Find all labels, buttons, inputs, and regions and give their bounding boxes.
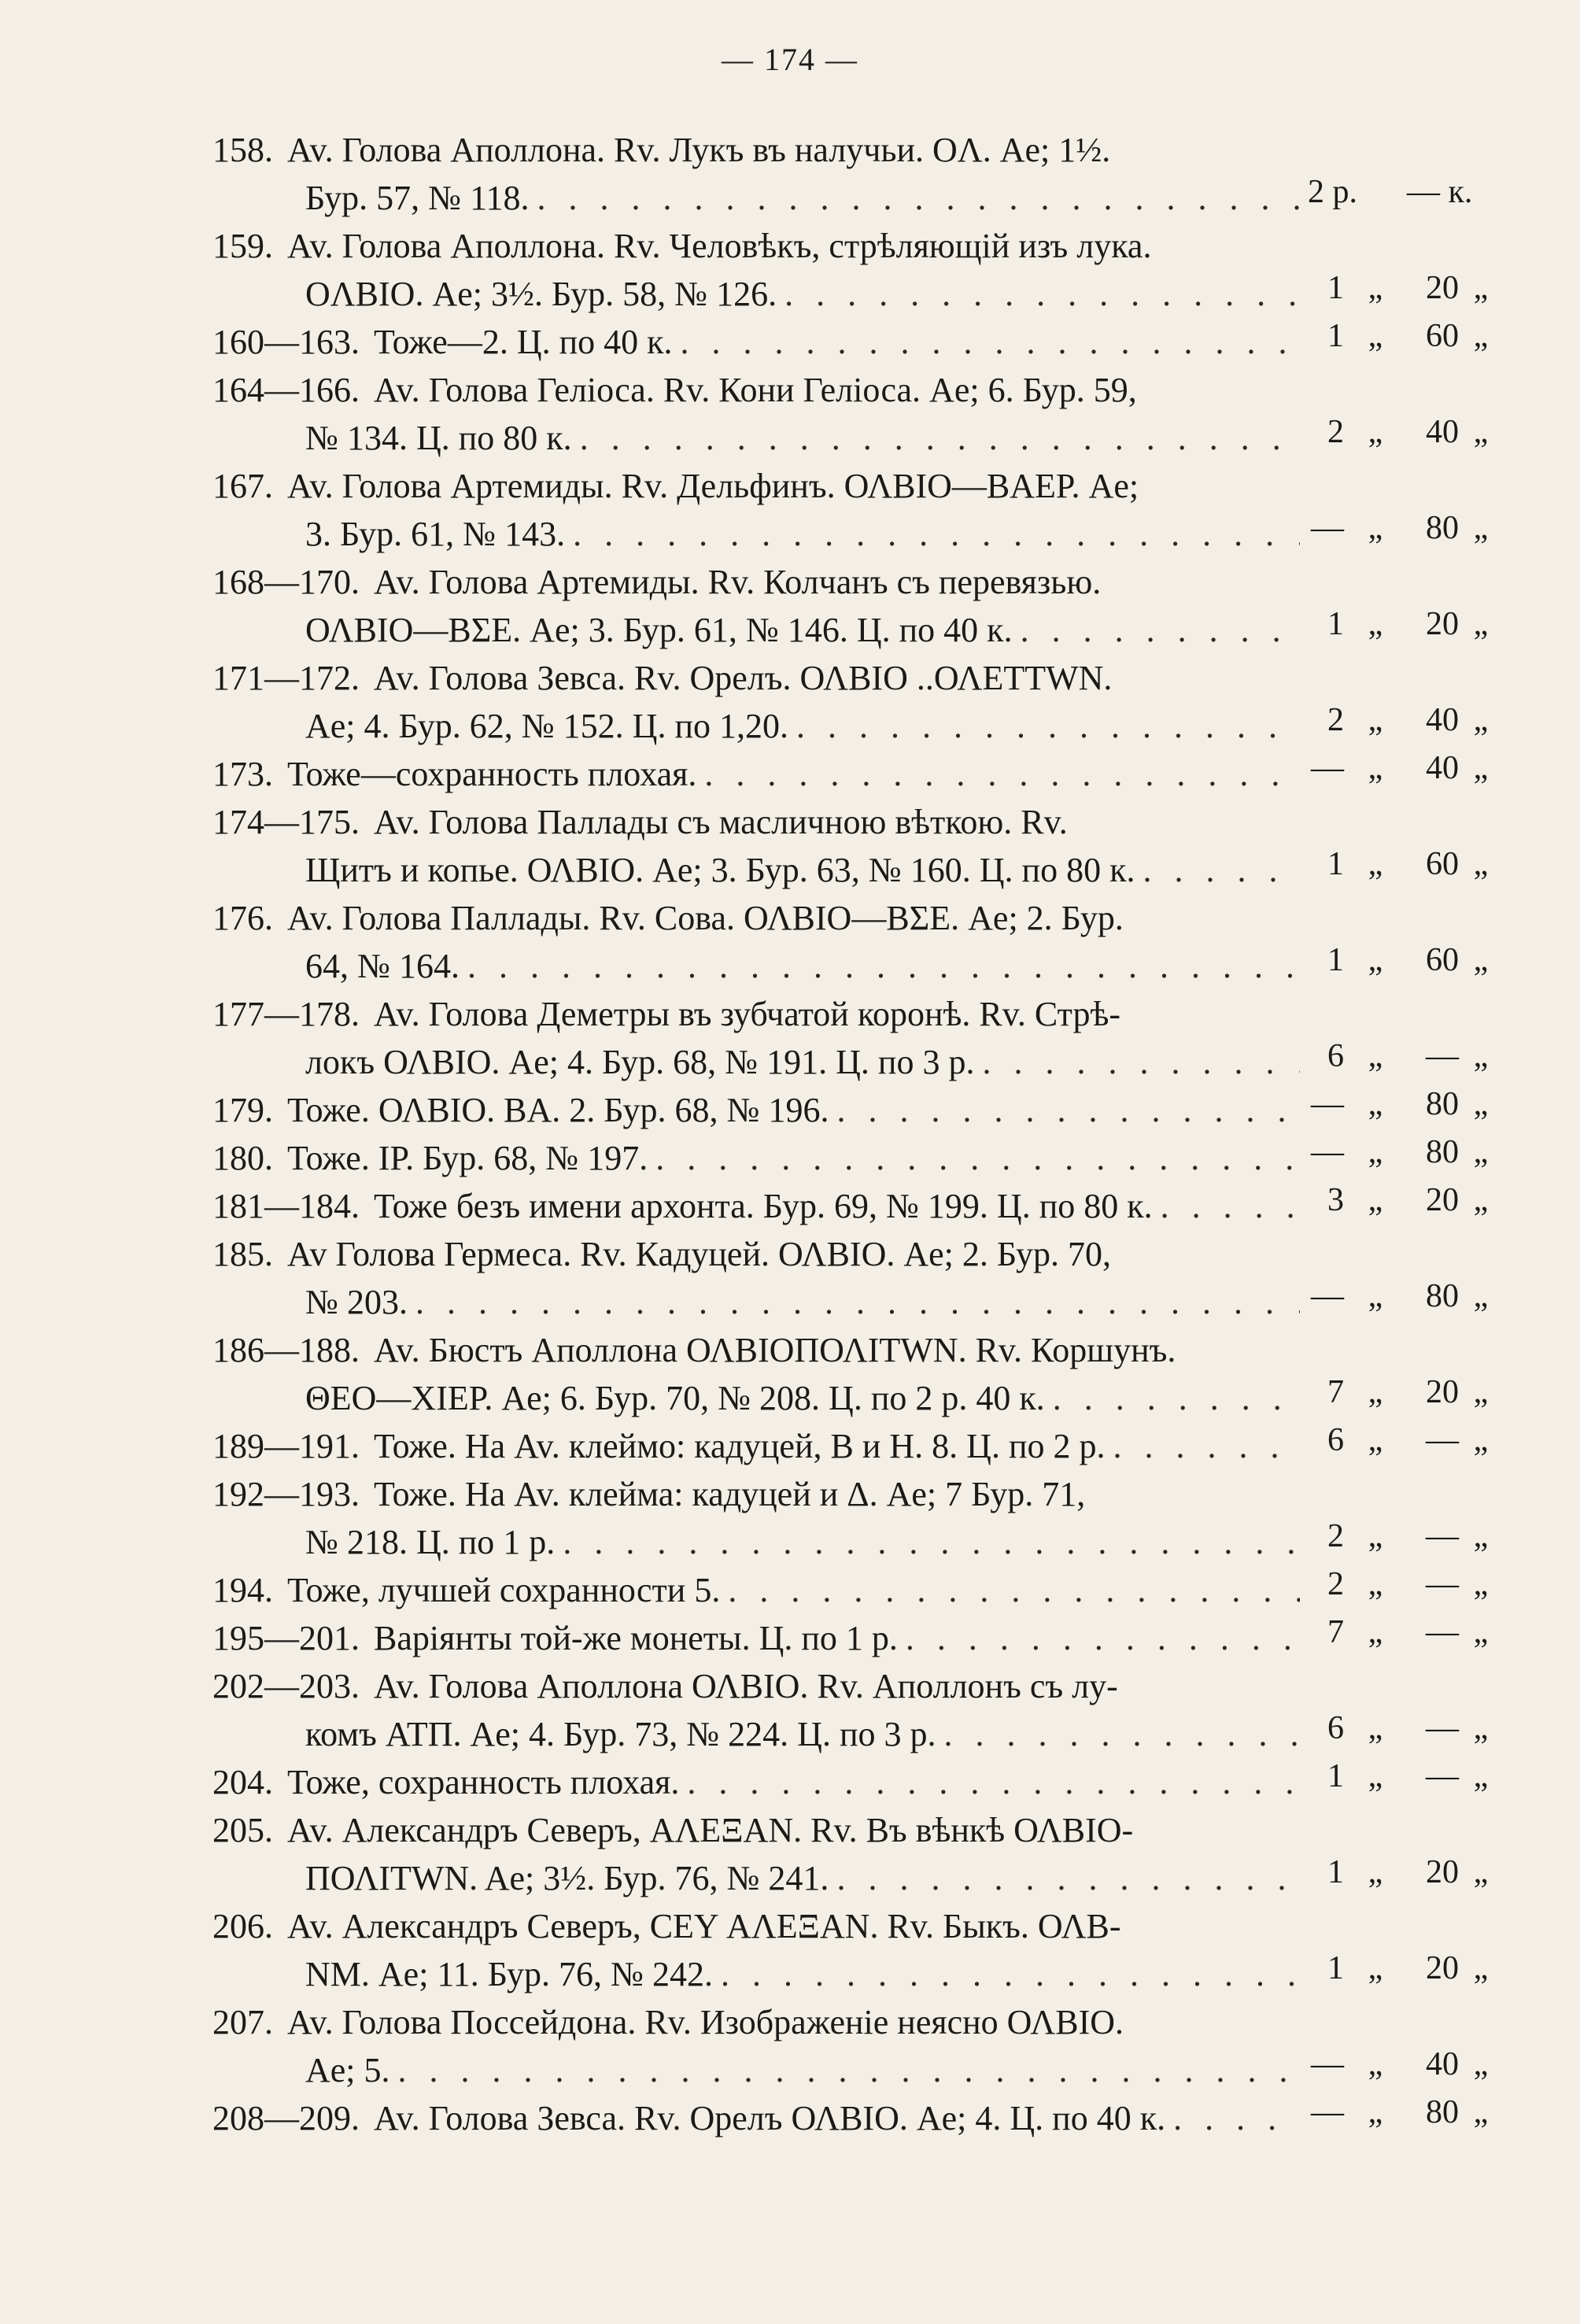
entry-description: ΝΜ. Ae; 11. Бур. 76, № 242. xyxy=(305,1955,713,1993)
catalog-entry xyxy=(212,1182,1503,1230)
entry-number: 204. xyxy=(212,1763,273,1801)
price-kopecks: — xyxy=(1426,1038,1459,1074)
entry-line xyxy=(212,126,1503,174)
entry-description: Тоже. На Av. клеймо: кадуцей, В и Н. 8. Ц. по 2 р. xyxy=(374,1427,1106,1465)
ditto-mark: „ xyxy=(1368,1278,1383,1314)
dot-leader xyxy=(982,1038,1300,1086)
catalog-entry xyxy=(212,1998,1503,2094)
entry-number: 158. xyxy=(212,131,273,169)
catalog-entry xyxy=(212,2094,1503,2142)
entry-price xyxy=(1308,168,1503,216)
entry-description: Av. Александръ Северъ, ΑΛΕΞΑΝ. Rv. Въ вѣнкѣ ΟΛΒΙΟ- xyxy=(287,1811,1134,1849)
price-rubles: 7 xyxy=(1327,1614,1344,1650)
coin-catalog xyxy=(212,126,1503,2142)
entry-price xyxy=(1308,2089,1503,2137)
dot-leader xyxy=(1021,606,1300,654)
entry-number: 179. xyxy=(212,1091,273,1129)
entry-line xyxy=(212,1566,1503,1614)
entry-description: Тоже. ΙΡ. Бур. 68, № 197. xyxy=(287,1139,648,1177)
catalog-entry xyxy=(212,1230,1503,1326)
entry-number: 205. xyxy=(212,1811,273,1849)
ditto-mark: „ xyxy=(1473,1854,1489,1890)
entry-number: 160—163. xyxy=(212,323,360,361)
dot-leader xyxy=(906,1614,1300,1662)
entry-price xyxy=(1308,2041,1503,2089)
entry-price xyxy=(1308,1081,1503,1129)
price-rubles: — xyxy=(1311,1086,1344,1122)
ditto-mark: „ xyxy=(1473,318,1489,354)
entry-description: Ae; 5. xyxy=(305,2051,390,2089)
entry-price xyxy=(1308,1273,1503,1321)
entry-price xyxy=(1308,1033,1503,1081)
ditto-mark: „ xyxy=(1368,1038,1383,1074)
price-kopecks: 60 xyxy=(1426,942,1459,978)
entry-line xyxy=(212,1230,1503,1278)
ditto-mark: „ xyxy=(1368,606,1383,642)
ditto-mark: „ xyxy=(1368,942,1383,978)
entry-price xyxy=(1308,312,1503,360)
ditto-mark: „ xyxy=(1473,1566,1489,1602)
price-rubles: 1 xyxy=(1327,318,1344,354)
entry-line xyxy=(212,558,1503,606)
entry-line xyxy=(212,1326,1503,1374)
entry-description: Варіянты той-же монеты. Ц. по 1 р. xyxy=(374,1619,898,1657)
catalog-entry xyxy=(212,1086,1503,1134)
ditto-mark: „ xyxy=(1473,2046,1489,2082)
entry-line xyxy=(212,2094,1503,2142)
entry-description: Av. Бюстъ Аполлона ΟΛΒΙΟΠΟΛΙΤWN. Rv. Коршунъ. xyxy=(374,1331,1176,1369)
entry-description: Тоже. На Av. клейма: кадуцей и Δ. Ae; 7 Бур. 71, xyxy=(374,1475,1086,1513)
price-rubles: — xyxy=(1311,1278,1344,1314)
entry-description: Av Голова Гермеса. Rv. Кадуцей. ΟΛΒΙΟ. Ae; 2. Бур. 70, xyxy=(287,1235,1112,1273)
catalog-entry xyxy=(212,1566,1503,1614)
price-rubles: — xyxy=(1311,1134,1344,1170)
entry-price xyxy=(1308,1945,1503,1993)
price-rubles: 1 xyxy=(1327,1854,1344,1890)
ditto-mark: „ xyxy=(1368,750,1383,786)
price-kopecks: 60 xyxy=(1426,846,1459,882)
entry-description: Av. Голова Аполлона. Rv. Лукъ въ налучьи. ОΛ. Ae; 1½. xyxy=(287,131,1111,169)
ditto-mark: „ xyxy=(1473,1374,1489,1410)
entry-line xyxy=(212,510,1503,558)
entry-number: 171—172. xyxy=(212,659,360,697)
entry-price xyxy=(1308,1753,1503,1801)
dot-leader xyxy=(728,1566,1300,1614)
dot-leader xyxy=(1143,846,1300,894)
entry-line xyxy=(212,222,1503,270)
entry-description: Av. Александръ Северъ, CEY ΑΛΕΞΑΝ. Rv. Быкъ. ΟΛΒ- xyxy=(287,1907,1121,1945)
price-kopecks: 60 xyxy=(1426,318,1459,354)
entry-price xyxy=(1308,1561,1503,1609)
price-kopecks: — xyxy=(1426,1518,1459,1554)
entry-line xyxy=(212,1518,1503,1566)
entry-description: Тоже, сохранность плохая. xyxy=(287,1763,680,1801)
price-rubles: — xyxy=(1311,2046,1344,2082)
catalog-entry xyxy=(212,126,1503,222)
price-kopecks: 20 xyxy=(1426,1182,1459,1218)
entry-price xyxy=(1308,1369,1503,1417)
dot-leader xyxy=(704,750,1300,798)
price-kopecks: — xyxy=(1426,1566,1459,1602)
ditto-mark: „ xyxy=(1473,942,1489,978)
entry-line xyxy=(212,1038,1503,1086)
entry-number: 194. xyxy=(212,1571,273,1609)
price-kopecks: — xyxy=(1426,1422,1459,1458)
catalog-entry xyxy=(212,798,1503,894)
entry-description: 64, № 164. xyxy=(305,947,460,985)
price-kopecks: 80 xyxy=(1426,2094,1459,2130)
catalog-entry xyxy=(212,1902,1503,1998)
price-kopecks: 20 xyxy=(1426,1374,1459,1410)
entry-price xyxy=(1308,1513,1503,1561)
price-rubles: — xyxy=(1311,750,1344,786)
entry-price xyxy=(1308,1177,1503,1225)
ditto-mark: „ xyxy=(1368,1950,1383,1986)
entry-line xyxy=(212,2046,1503,2094)
entry-description: Тоже безъ имени архонта. Бур. 69, № 199. Ц. по 80 к. xyxy=(374,1187,1153,1225)
entry-description: Av. Голова Деметры въ зубчатой коронѣ. Rv. Стрѣ- xyxy=(374,995,1120,1033)
dot-leader xyxy=(784,270,1300,318)
ditto-mark: „ xyxy=(1473,1710,1489,1746)
entry-description: Av. Голова Аполлона ΟΛΒΙΟ. Rv. Аполлонъ съ лу- xyxy=(374,1667,1118,1705)
entry-line xyxy=(212,318,1503,366)
catalog-entry xyxy=(212,1422,1503,1470)
entry-line xyxy=(212,1998,1503,2046)
entry-description: Av. Голова Зевса. Rv. Орелъ. ΟΛΒΙΟ ..ΟΛΕΤΤWN. xyxy=(374,659,1113,697)
dot-leader xyxy=(1053,1374,1300,1422)
ditto-mark: „ xyxy=(1473,270,1489,306)
entry-price xyxy=(1308,744,1503,793)
catalog-entry xyxy=(212,1614,1503,1662)
entry-line xyxy=(212,1758,1503,1806)
entry-description: Av. Голова Артемиды. Rv. Колчанъ съ перевязью. xyxy=(374,563,1102,601)
ditto-mark: „ xyxy=(1473,1950,1489,1986)
ditto-mark: „ xyxy=(1473,510,1489,546)
entry-line xyxy=(212,1614,1503,1662)
ditto-mark: „ xyxy=(1368,510,1383,546)
ditto-mark: „ xyxy=(1473,1134,1489,1170)
entry-line xyxy=(212,894,1503,942)
catalog-entry xyxy=(212,222,1503,318)
dot-leader xyxy=(1161,1182,1300,1230)
entry-price xyxy=(1308,841,1503,889)
entry-description: ΟΛΒΙΟ—ΒΣΕ. Ae; 3. Бур. 61, № 146. Ц. по 40 к. xyxy=(305,611,1013,649)
entry-number: 189—191. xyxy=(212,1427,360,1465)
dot-leader xyxy=(467,942,1300,990)
entry-description: Тоже—сохранность плохая. xyxy=(287,755,697,793)
price-kopecks: 40 xyxy=(1426,2046,1459,2082)
dot-leader xyxy=(1113,1422,1301,1470)
entry-price xyxy=(1308,1129,1503,1177)
entry-number: 173. xyxy=(212,755,273,793)
entry-line xyxy=(212,1422,1503,1470)
price-rubles: — xyxy=(1311,2094,1344,2130)
entry-line xyxy=(212,654,1503,702)
price-rubles: 6 xyxy=(1327,1422,1344,1458)
entry-price xyxy=(1308,504,1503,552)
entry-number: 174—175. xyxy=(212,803,360,841)
ditto-mark: „ xyxy=(1368,2094,1383,2130)
dot-leader xyxy=(1173,2094,1300,2142)
ditto-mark: „ xyxy=(1368,1134,1383,1170)
price-kopecks: — к. xyxy=(1407,174,1473,210)
price-rubles: 1 xyxy=(1327,942,1344,978)
entry-price xyxy=(1308,696,1503,744)
entry-line xyxy=(212,606,1503,654)
entry-line xyxy=(212,1134,1503,1182)
price-kopecks: 40 xyxy=(1426,750,1459,786)
dot-leader xyxy=(681,318,1300,366)
dot-leader xyxy=(796,702,1300,750)
ditto-mark: „ xyxy=(1368,1710,1383,1746)
dot-leader xyxy=(944,1710,1301,1758)
dot-leader xyxy=(563,1518,1300,1566)
ditto-mark: „ xyxy=(1473,1518,1489,1554)
price-rubles: 2 xyxy=(1327,702,1344,738)
price-rubles: 3 xyxy=(1327,1182,1344,1218)
price-kopecks: 40 xyxy=(1426,702,1459,738)
entry-line xyxy=(212,846,1503,894)
entry-line xyxy=(212,270,1503,318)
entry-description: 3. Бур. 61, № 143. xyxy=(305,515,566,553)
entry-price xyxy=(1308,600,1503,648)
entry-line xyxy=(212,1278,1503,1326)
dot-leader xyxy=(721,1950,1300,1998)
catalog-entry xyxy=(212,990,1503,1086)
entry-line xyxy=(212,750,1503,798)
entry-number: 176. xyxy=(212,899,273,937)
entry-line xyxy=(212,1854,1503,1902)
price-rubles: — xyxy=(1311,510,1344,546)
entry-number: 168—170. xyxy=(212,563,360,601)
price-kopecks: 80 xyxy=(1426,1278,1459,1314)
entry-line xyxy=(212,1902,1503,1950)
entry-line xyxy=(212,366,1503,414)
entry-price xyxy=(1308,408,1503,456)
entry-number: 192—193. xyxy=(212,1475,360,1513)
entry-description: Av. Голова Аполлона. Rv. Человѣкъ, стрѣляющій изъ лука. xyxy=(287,227,1152,265)
catalog-entry xyxy=(212,462,1503,558)
dot-leader xyxy=(687,1758,1300,1806)
ditto-mark: „ xyxy=(1368,1614,1383,1650)
price-rubles: 1 xyxy=(1327,270,1344,306)
ditto-mark: „ xyxy=(1368,1566,1383,1602)
price-kopecks: 20 xyxy=(1426,606,1459,642)
entry-description: Av. Голова Геліоса. Rv. Кони Геліоса. Ae; 6. Бур. 59, xyxy=(374,371,1137,409)
price-rubles: 6 xyxy=(1327,1710,1344,1746)
catalog-entry xyxy=(212,1326,1503,1422)
entry-number: 181—184. xyxy=(212,1187,360,1225)
entry-number: 167. xyxy=(212,467,273,505)
catalog-entry xyxy=(212,894,1503,990)
dot-leader xyxy=(415,1278,1300,1326)
ditto-mark: „ xyxy=(1473,1182,1489,1218)
ditto-mark: „ xyxy=(1473,702,1489,738)
ditto-mark: „ xyxy=(1368,270,1383,306)
entry-description: Тоже—2. Ц. по 40 к. xyxy=(374,323,673,361)
ditto-mark: „ xyxy=(1368,1854,1383,1890)
ditto-mark: „ xyxy=(1368,1182,1383,1218)
ditto-mark: „ xyxy=(1473,1422,1489,1458)
entry-line xyxy=(212,702,1503,750)
dot-leader xyxy=(655,1134,1300,1182)
ditto-mark: „ xyxy=(1473,606,1489,642)
price-rubles: 6 xyxy=(1327,1038,1344,1074)
ditto-mark: „ xyxy=(1368,1422,1383,1458)
catalog-entry xyxy=(212,1470,1503,1566)
price-rubles: 1 xyxy=(1327,606,1344,642)
ditto-mark: „ xyxy=(1368,1086,1383,1122)
ditto-mark: „ xyxy=(1473,2094,1489,2130)
price-kopecks: 80 xyxy=(1426,510,1459,546)
entry-price xyxy=(1308,1705,1503,1753)
price-rubles: 2 xyxy=(1327,1566,1344,1602)
entry-line xyxy=(212,414,1503,462)
price-kopecks: — xyxy=(1426,1758,1459,1794)
ditto-mark: „ xyxy=(1473,750,1489,786)
entry-number: 186—188. xyxy=(212,1331,360,1369)
price-kopecks: 80 xyxy=(1426,1134,1459,1170)
entry-line xyxy=(212,1374,1503,1422)
price-rubles: 2 xyxy=(1327,1518,1344,1554)
entry-description: ΠΟΛΙΤWN. Ae; 3½. Бур. 76, № 241. xyxy=(305,1859,829,1897)
entry-number: 195—201. xyxy=(212,1619,360,1657)
catalog-entry xyxy=(212,1758,1503,1806)
entry-number: 164—166. xyxy=(212,371,360,409)
entry-description: Av. Голова Паллады. Rv. Сова. ΟΛΒΙΟ—ΒΣΕ. Ae; 2. Бур. xyxy=(287,899,1124,937)
entry-line xyxy=(212,798,1503,846)
ditto-mark: „ xyxy=(1368,2046,1383,2082)
price-rubles: 1 xyxy=(1327,1758,1344,1794)
entry-description: № 203. xyxy=(305,1283,408,1321)
entry-price xyxy=(1308,1609,1503,1657)
entry-number: 177—178. xyxy=(212,995,360,1033)
entry-number: 207. xyxy=(212,2003,273,2041)
dot-leader xyxy=(580,414,1300,462)
page-number: — 174 — xyxy=(722,42,858,77)
entry-description: Щитъ и копье. ΟΛΒΙΟ. Ae; 3. Бур. 63, № 160. Ц. по 80 к. xyxy=(305,851,1135,889)
entry-line xyxy=(212,462,1503,510)
catalog-entry xyxy=(212,750,1503,798)
dot-leader xyxy=(836,1854,1300,1902)
ditto-mark: „ xyxy=(1473,1614,1489,1650)
price-kopecks: 40 xyxy=(1426,414,1459,450)
entry-price xyxy=(1308,264,1503,312)
entry-price xyxy=(1308,1849,1503,1897)
entry-description: Ae; 4. Бур. 62, № 152. Ц. по 1,20. xyxy=(305,707,789,745)
entry-description: Тоже. ΟΛΒΙΟ. ΒΑ. 2. Бур. 68, № 196. xyxy=(287,1091,829,1129)
ditto-mark: „ xyxy=(1368,1374,1383,1410)
entry-description: Av. Голова Поссейдона. Rv. Изображеніе неясно ΟΛΒΙΟ. xyxy=(287,2003,1124,2041)
entry-description: Тоже, лучшей сохранности 5. xyxy=(287,1571,721,1609)
entry-line xyxy=(212,1950,1503,1998)
price-kopecks: 20 xyxy=(1426,1854,1459,1890)
catalog-entry xyxy=(212,318,1503,366)
entry-description: комъ ΑΤΠ. Ae; 4. Бур. 73, № 224. Ц. по 3 р. xyxy=(305,1715,936,1753)
price-rubles: 2 р. xyxy=(1308,174,1357,210)
dot-leader xyxy=(573,510,1300,558)
ditto-mark: „ xyxy=(1368,846,1383,882)
dot-leader xyxy=(836,1086,1300,1134)
ditto-mark: „ xyxy=(1473,1038,1489,1074)
entry-description: Av. Голова Артемиды. Rv. Дельфинъ. ΟΛΒΙΟ—ΒΑΕΡ. Ae; xyxy=(287,467,1139,505)
entry-description: Av. Голова Паллады съ масличною вѣткою. Rv. xyxy=(374,803,1068,841)
ditto-mark: „ xyxy=(1473,414,1489,450)
entry-number: 206. xyxy=(212,1907,273,1945)
catalog-entry xyxy=(212,1662,1503,1758)
entry-description: № 218. Ц. по 1 р. xyxy=(305,1523,556,1561)
entry-line xyxy=(212,174,1503,222)
entry-line xyxy=(212,1662,1503,1710)
catalog-entry xyxy=(212,558,1503,654)
entry-description: № 134. Ц. по 80 к. xyxy=(305,419,572,457)
ditto-mark: „ xyxy=(1368,702,1383,738)
ditto-mark: „ xyxy=(1368,1518,1383,1554)
ditto-mark: „ xyxy=(1473,1278,1489,1314)
price-kopecks: — xyxy=(1426,1614,1459,1650)
entry-line xyxy=(212,942,1503,990)
entry-line xyxy=(212,1182,1503,1230)
entry-description: Бур. 57, № 118. xyxy=(305,179,530,217)
entry-price xyxy=(1308,937,1503,985)
ditto-mark: „ xyxy=(1473,846,1489,882)
entry-number: 208—209. xyxy=(212,2099,360,2137)
catalog-entry xyxy=(212,1134,1503,1182)
entry-line xyxy=(212,1806,1503,1854)
entry-line xyxy=(212,990,1503,1038)
catalog-entry xyxy=(212,1806,1503,1902)
price-kopecks: 20 xyxy=(1426,1950,1459,1986)
entry-description: локъ ΟΛΒΙΟ. Ae; 4. Бур. 68, № 191. Ц. по 3 р. xyxy=(305,1043,975,1081)
entry-line xyxy=(212,1086,1503,1134)
dot-leader xyxy=(398,2046,1300,2094)
price-rubles: 1 xyxy=(1327,1950,1344,1986)
entry-line xyxy=(212,1470,1503,1518)
catalog-entry xyxy=(212,366,1503,462)
entry-number: 159. xyxy=(212,227,273,265)
entry-description: ОΛΒΙΟ. Ae; 3½. Бур. 58, № 126. xyxy=(305,275,777,313)
entry-description: Av. Голова Зевса. Rv. Орелъ ΟΛΒΙΟ. Ae; 4. Ц. по 40 к. xyxy=(374,2099,1166,2137)
price-rubles: 7 xyxy=(1327,1374,1344,1410)
price-kopecks: 20 xyxy=(1426,270,1459,306)
entry-description: ΘΕΟ—ΧΙΕΡ. Ae; 6. Бур. 70, № 208. Ц. по 2 р. 40 к. xyxy=(305,1379,1045,1417)
price-kopecks: — xyxy=(1426,1710,1459,1746)
price-rubles: 1 xyxy=(1327,846,1344,882)
ditto-mark: „ xyxy=(1368,318,1383,354)
entry-number: 202—203. xyxy=(212,1667,360,1705)
dot-leader xyxy=(537,174,1300,222)
price-rubles: 2 xyxy=(1327,414,1344,450)
entry-number: 185. xyxy=(212,1235,273,1273)
ditto-mark: „ xyxy=(1368,414,1383,450)
entry-number: 180. xyxy=(212,1139,273,1177)
ditto-mark: „ xyxy=(1473,1758,1489,1794)
entry-price xyxy=(1308,1417,1503,1465)
entry-line xyxy=(212,1710,1503,1758)
ditto-mark: „ xyxy=(1473,1086,1489,1122)
catalog-entry xyxy=(212,654,1503,750)
price-kopecks: 80 xyxy=(1426,1086,1459,1122)
ditto-mark: „ xyxy=(1368,1758,1383,1794)
